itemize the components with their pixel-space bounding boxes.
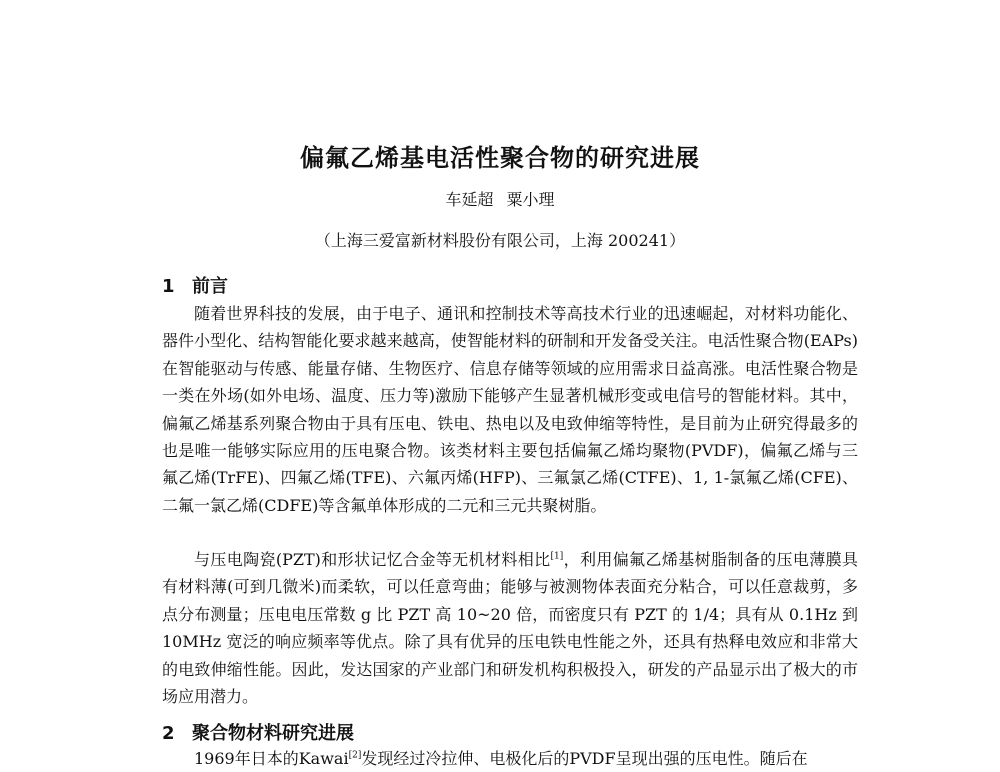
- author-affiliation: （上海三爱富新材料股份有限公司，上海 200241）: [314, 231, 686, 250]
- author-names: 车延超 粟小理: [445, 190, 555, 209]
- paragraph-text: 1969年日本的Kawai: [194, 749, 349, 768]
- section-heading-introduction: [162, 272, 228, 298]
- citation-ref: [1]: [550, 551, 564, 562]
- paragraph-intro-2: [162, 546, 858, 710]
- paragraph-intro-1: 随着世界科技的发展，由于电子、通讯和控制技术等高技术行业的迅速崛起，对材料功能化、器件小型化、结构智能化要求越来越高，使智能材料的研制和开发备受关注。电活性聚合物(EAPs)在智能驱动与传感、能量存储、生物医疗、信息存储等领域的应用需求日益高涨。电活性聚合物是一类在外场(如外电场、温度、压力等)激励下能够产生显著机械形变或电信号的智能材料。其中，偏氟乙烯基系列聚合物由于具有压电、铁电、热电以及电致伸缩等特性，是目前为止研究得最多的也是唯一能够实际应用的压电聚合物。该类材料主要包括偏氟乙烯均聚物(PVDF)，偏氟乙烯与三氟乙烯(TrFE)、四氟乙烯(TFE)、六氟丙烯(HFP)、三氟氯乙烯(CTFE)、1, 1-氯氟乙烯(CFE)、二氟一氯乙烯(CDFE)等含氟单体形成的二元和三元共聚树脂。: [162, 304, 858, 515]
- section-number: 1: [162, 276, 175, 297]
- section-heading-polymer-progress: [162, 719, 354, 745]
- paragraph-text: ，利用偏氟乙烯基树脂制备的压电薄膜具有材料薄(可到几微米)而柔软，可以任意弯曲；能够与被测物体表面充分粘合，可以任意裁剪，多点分布测量；压电电压常数 g 比 PZT 高 10~20 倍，而密度只有 PZT 的 1/4；具有从 0.1Hz 到 10MHz 宽泛的响应频率等优点。除了具有优异的压电铁电性能之外，还具有热释电效应和非常大的电致伸缩性能。因此，发达国家的产业部门和研发机构积极投入，研发的产品显示出了极大的市场应用潜力。: [162, 550, 858, 707]
- citation-ref: [2]: [348, 750, 362, 761]
- paragraph-polymer-1: [162, 745, 858, 772]
- paper-title: 偏氟乙烯基电活性聚合物的研究进展: [300, 144, 700, 172]
- paragraph-text: 与压电陶瓷(PZT)和形状记忆合金等无机材料相比: [194, 550, 551, 569]
- section-number: 2: [162, 723, 175, 744]
- section-title: 聚合物材料研究进展: [192, 723, 354, 744]
- section-title: 前言: [192, 276, 228, 297]
- paragraph-text: 发现经过冷拉伸、电极化后的PVDF呈现出强的压电性。随后在: [361, 749, 808, 768]
